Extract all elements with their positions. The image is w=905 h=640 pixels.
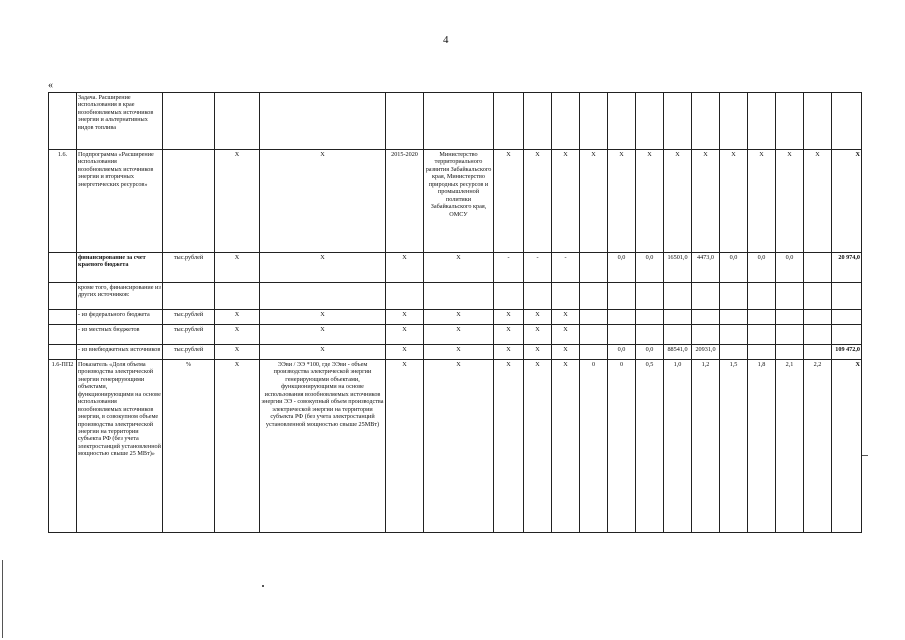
row-number-cell bbox=[49, 345, 77, 360]
page-number: 4 bbox=[443, 34, 449, 46]
year-value-cell bbox=[692, 310, 720, 325]
year-value-cell: Х bbox=[494, 360, 524, 533]
year-value-cell: Х bbox=[776, 150, 804, 253]
row-number-cell bbox=[49, 93, 77, 150]
year-value-cell bbox=[804, 325, 832, 345]
empty-cell bbox=[580, 93, 608, 150]
year-value-cell: 0 bbox=[580, 360, 608, 533]
table-row bbox=[49, 93, 862, 150]
attribute-cell: Х bbox=[215, 253, 260, 283]
empty-cell bbox=[163, 93, 215, 150]
formula-cell: Х bbox=[260, 345, 386, 360]
year-value-cell: - bbox=[552, 253, 580, 283]
year-value-cell: Х bbox=[692, 150, 720, 253]
year-value-cell: 0,0 bbox=[776, 253, 804, 283]
executor-cell: Х bbox=[424, 345, 494, 360]
row-number-cell bbox=[49, 310, 77, 325]
year-value-cell: Х bbox=[524, 150, 552, 253]
year-value-cell: - bbox=[524, 253, 552, 283]
year-value-cell bbox=[720, 283, 748, 310]
unit-cell bbox=[163, 283, 215, 310]
row-name-cell: - из федерального бюджета bbox=[77, 310, 163, 325]
unit-cell: % bbox=[163, 360, 215, 533]
attribute-cell: Х bbox=[215, 325, 260, 345]
year-value-cell bbox=[580, 253, 608, 283]
executor-cell: Х bbox=[424, 253, 494, 283]
table-row bbox=[49, 253, 862, 283]
opening-quote-mark: « bbox=[48, 80, 53, 91]
year-value-cell: 1,2 bbox=[692, 360, 720, 533]
year-value-cell: 88541,0 bbox=[664, 345, 692, 360]
row-number-cell: 1.6-ПП2 bbox=[49, 360, 77, 533]
table-row bbox=[49, 283, 862, 310]
row-name-cell: кроме того, финансирование из других источников: bbox=[77, 283, 163, 310]
year-value-cell: Х bbox=[720, 150, 748, 253]
empty-cell bbox=[692, 93, 720, 150]
year-value-cell bbox=[748, 283, 776, 310]
year-value-cell: Х bbox=[664, 150, 692, 253]
total-cell: Х bbox=[832, 150, 862, 253]
row-name-cell: Показатель «Доля объема производства электрической энергии генерирующими объектами, функционирующими на основе использования возобновляемых источников энергии, в совокупном объеме производства электрической энергии на территории субъекта РФ (без учета электростанций установленной мощностью свыше 25 МВт)» bbox=[77, 360, 163, 533]
table-row bbox=[49, 325, 862, 345]
year-value-cell: Х bbox=[804, 150, 832, 253]
year-value-cell: 1,8 bbox=[748, 360, 776, 533]
empty-cell bbox=[776, 93, 804, 150]
row-number-cell bbox=[49, 283, 77, 310]
year-value-cell bbox=[692, 325, 720, 345]
unit-cell: тыс.рублей bbox=[163, 253, 215, 283]
row-number-cell: 1.6. bbox=[49, 150, 77, 253]
year-value-cell: Х bbox=[552, 150, 580, 253]
period-cell: Х bbox=[386, 345, 424, 360]
year-value-cell bbox=[494, 283, 524, 310]
total-cell bbox=[832, 283, 862, 310]
empty-cell bbox=[260, 93, 386, 150]
year-value-cell: Х bbox=[494, 310, 524, 325]
empty-cell bbox=[424, 93, 494, 150]
year-value-cell bbox=[664, 325, 692, 345]
year-value-cell: 0,0 bbox=[720, 253, 748, 283]
year-value-cell: - bbox=[494, 253, 524, 283]
attribute-cell: Х bbox=[215, 360, 260, 533]
scan-edge-line bbox=[2, 560, 3, 638]
total-cell: 20 974,0 bbox=[832, 253, 862, 283]
period-cell: Х bbox=[386, 360, 424, 533]
total-cell: Х bbox=[832, 360, 862, 533]
year-value-cell: 0,5 bbox=[636, 360, 664, 533]
year-value-cell bbox=[580, 283, 608, 310]
year-value-cell: 0,0 bbox=[608, 345, 636, 360]
year-value-cell: Х bbox=[494, 325, 524, 345]
year-value-cell bbox=[720, 345, 748, 360]
row-name-cell: - из местных бюджетов bbox=[77, 325, 163, 345]
row-name-cell: Задача. Расширение использования в крае возобновляемых источников энергии и альтернативных видов топлива bbox=[77, 93, 163, 150]
year-value-cell bbox=[748, 345, 776, 360]
year-value-cell: 16501,0 bbox=[664, 253, 692, 283]
year-value-cell bbox=[692, 283, 720, 310]
year-value-cell: 0,0 bbox=[608, 253, 636, 283]
executor-cell: Министерство территориального развития Забайкальского края, Министерство природных ресурсов и промышленной политики Забайкальского края, ОМСУ bbox=[424, 150, 494, 253]
total-cell bbox=[832, 325, 862, 345]
period-cell bbox=[386, 283, 424, 310]
year-value-cell bbox=[776, 325, 804, 345]
total-cell: 109 472,0 bbox=[832, 345, 862, 360]
year-value-cell bbox=[748, 325, 776, 345]
attribute-cell: Х bbox=[215, 310, 260, 325]
year-value-cell: Х bbox=[524, 325, 552, 345]
empty-cell bbox=[608, 93, 636, 150]
unit-cell: тыс.рублей bbox=[163, 310, 215, 325]
attribute-cell bbox=[215, 283, 260, 310]
year-value-cell: Х bbox=[580, 150, 608, 253]
year-value-cell bbox=[608, 325, 636, 345]
unit-cell: тыс.рублей bbox=[163, 325, 215, 345]
year-value-cell bbox=[636, 325, 664, 345]
year-value-cell: 0 bbox=[608, 360, 636, 533]
empty-cell bbox=[748, 93, 776, 150]
row-name-cell: - из внебюджетных источников bbox=[77, 345, 163, 360]
year-value-cell bbox=[804, 345, 832, 360]
year-value-cell: 4473,0 bbox=[692, 253, 720, 283]
year-value-cell bbox=[720, 310, 748, 325]
table-row bbox=[49, 345, 862, 360]
empty-cell bbox=[664, 93, 692, 150]
year-value-cell: 2,1 bbox=[776, 360, 804, 533]
program-table bbox=[48, 92, 862, 533]
year-value-cell: 0,0 bbox=[636, 253, 664, 283]
unit-cell: тыс.рублей bbox=[163, 345, 215, 360]
year-value-cell bbox=[748, 310, 776, 325]
empty-cell bbox=[832, 93, 862, 150]
unit-cell bbox=[163, 150, 215, 253]
formula-cell: Х bbox=[260, 310, 386, 325]
year-value-cell bbox=[636, 310, 664, 325]
year-value-cell bbox=[664, 283, 692, 310]
executor-cell: Х bbox=[424, 310, 494, 325]
year-value-cell bbox=[804, 283, 832, 310]
empty-cell bbox=[215, 93, 260, 150]
year-value-cell bbox=[524, 283, 552, 310]
year-value-cell bbox=[804, 310, 832, 325]
formula-cell bbox=[260, 283, 386, 310]
period-cell: Х bbox=[386, 325, 424, 345]
year-value-cell: 2,2 bbox=[804, 360, 832, 533]
year-value-cell bbox=[580, 325, 608, 345]
total-cell bbox=[832, 310, 862, 325]
year-value-cell: Х bbox=[552, 325, 580, 345]
year-value-cell bbox=[608, 283, 636, 310]
table-row bbox=[49, 310, 862, 325]
year-value-cell bbox=[664, 310, 692, 325]
year-value-cell: Х bbox=[636, 150, 664, 253]
formula-cell: Х bbox=[260, 150, 386, 253]
year-value-cell: Х bbox=[608, 150, 636, 253]
row-name-cell: Подпрограмма «Расширение использования возобновляемых источников энергии и вторичных энергетических ресурсов» bbox=[77, 150, 163, 253]
year-value-cell bbox=[608, 310, 636, 325]
formula-cell: Х bbox=[260, 253, 386, 283]
table-row bbox=[49, 150, 862, 253]
year-value-cell: Х bbox=[494, 150, 524, 253]
empty-cell bbox=[804, 93, 832, 150]
year-value-cell: 0,0 bbox=[748, 253, 776, 283]
empty-cell bbox=[386, 93, 424, 150]
year-value-cell bbox=[804, 253, 832, 283]
year-value-cell: Х bbox=[552, 345, 580, 360]
scan-speck bbox=[862, 455, 868, 456]
attribute-cell: Х bbox=[215, 150, 260, 253]
row-number-cell bbox=[49, 325, 77, 345]
empty-cell bbox=[636, 93, 664, 150]
year-value-cell: Х bbox=[552, 310, 580, 325]
period-cell: Х bbox=[386, 253, 424, 283]
year-value-cell bbox=[552, 283, 580, 310]
year-value-cell: 1,5 bbox=[720, 360, 748, 533]
executor-cell: Х bbox=[424, 325, 494, 345]
year-value-cell: 20931,0 bbox=[692, 345, 720, 360]
period-cell: 2015-2020 bbox=[386, 150, 424, 253]
year-value-cell bbox=[636, 283, 664, 310]
empty-cell bbox=[720, 93, 748, 150]
empty-cell bbox=[494, 93, 524, 150]
year-value-cell bbox=[776, 283, 804, 310]
empty-cell bbox=[552, 93, 580, 150]
table-row bbox=[49, 360, 862, 533]
year-value-cell bbox=[580, 345, 608, 360]
year-value-cell: Х bbox=[524, 360, 552, 533]
scan-speck bbox=[262, 585, 264, 587]
executor-cell bbox=[424, 283, 494, 310]
year-value-cell: 1,0 bbox=[664, 360, 692, 533]
formula-cell: Х bbox=[260, 325, 386, 345]
year-value-cell: Х bbox=[748, 150, 776, 253]
year-value-cell: 0,0 bbox=[636, 345, 664, 360]
year-value-cell: Х bbox=[552, 360, 580, 533]
period-cell: Х bbox=[386, 310, 424, 325]
year-value-cell bbox=[580, 310, 608, 325]
executor-cell: Х bbox=[424, 360, 494, 533]
year-value-cell: Х bbox=[494, 345, 524, 360]
row-name-cell: финансирование за счет краевого бюджета bbox=[77, 253, 163, 283]
row-number-cell bbox=[49, 253, 77, 283]
year-value-cell bbox=[776, 310, 804, 325]
year-value-cell: Х bbox=[524, 345, 552, 360]
attribute-cell: Х bbox=[215, 345, 260, 360]
empty-cell bbox=[524, 93, 552, 150]
year-value-cell bbox=[776, 345, 804, 360]
year-value-cell bbox=[720, 325, 748, 345]
formula-cell: ЭЭви / ЭЭ *100, где ЭЭви - объем производства электрической энергии генерирующими объектами, функционирующими на основе использования возобновляемых источников энергии ЭЭ - совокупный объем производства электрической энергии на территории субъекта РФ (без учета электростанций установленной мощностью свыше 25МВт) bbox=[260, 360, 386, 533]
year-value-cell: Х bbox=[524, 310, 552, 325]
